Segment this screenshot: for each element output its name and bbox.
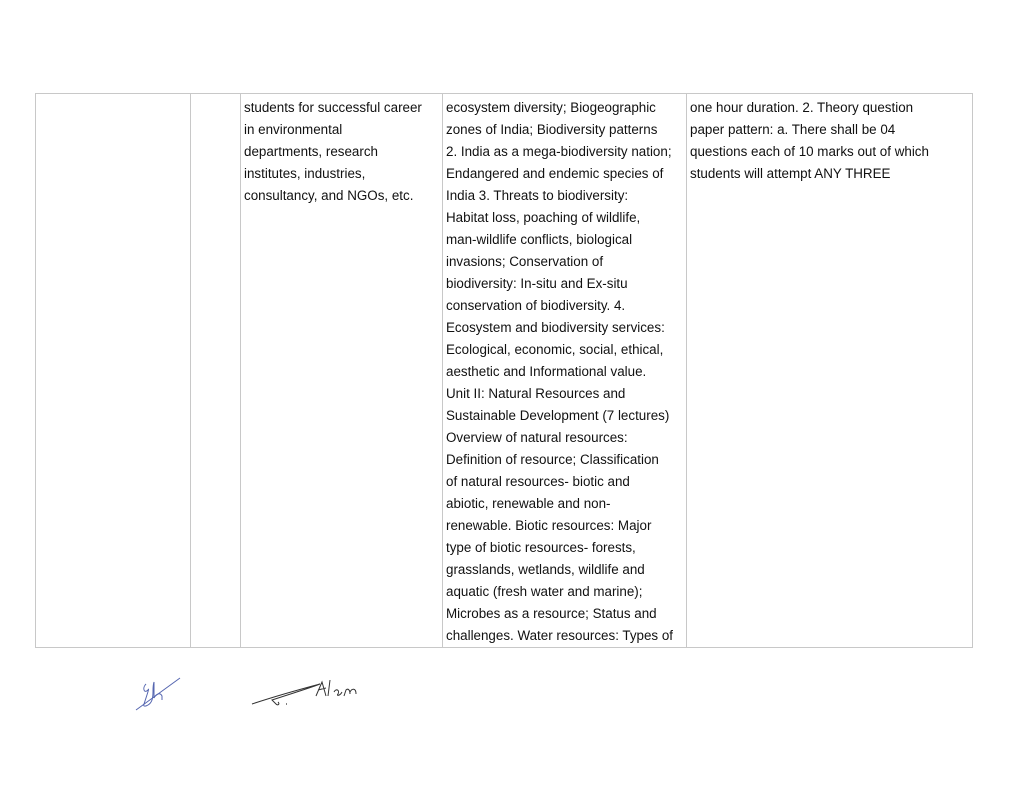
- table-cell-empty-2: [191, 94, 241, 648]
- table-row: [36, 94, 973, 648]
- table-cell-exam-pattern: one hour duration. 2. Theory question paper pattern: a. There shall be 04 questions each of 10 marks out of which students will attempt ANY THREE: [687, 94, 973, 648]
- table-cell-career-outcomes: students for successful career in environmental departments, research institutes, industries, consultancy, and NGOs, etc.: [241, 94, 443, 648]
- signature-alam: [250, 674, 360, 708]
- syllabus-table: [35, 93, 973, 648]
- table-cell-empty-1: [36, 94, 191, 648]
- signature-initials: [132, 672, 184, 714]
- table-cell-course-content: ecosystem diversity; Biogeographic zones of India; Biodiversity patterns 2. India as a mega-biodiversity nation; Endangered and endemic species of India 3. Threats to biodiversity: Habitat loss, poaching of wildlife, man-wildlife conflicts, biological invasions; Conservation of biodiversity: In-situ and Ex-situ conservation of biodiversity. 4. Ecosystem and biodiversity services: Ecological, economic, social, ethical, aesthetic and Informational value. Unit II: Natural Resources and Sustainable Development (7 lectures) Overview of natural resources: Definition of resource; Classification of natural resources- biotic and abiotic, renewable and non- renewable. Biotic resources: Major type of biotic resources- forests, grasslands, wetlands, wildlife and aquatic (fresh water and marine); Microbes as a resource; Status and challenges. Water resources: Types of: [443, 94, 687, 648]
